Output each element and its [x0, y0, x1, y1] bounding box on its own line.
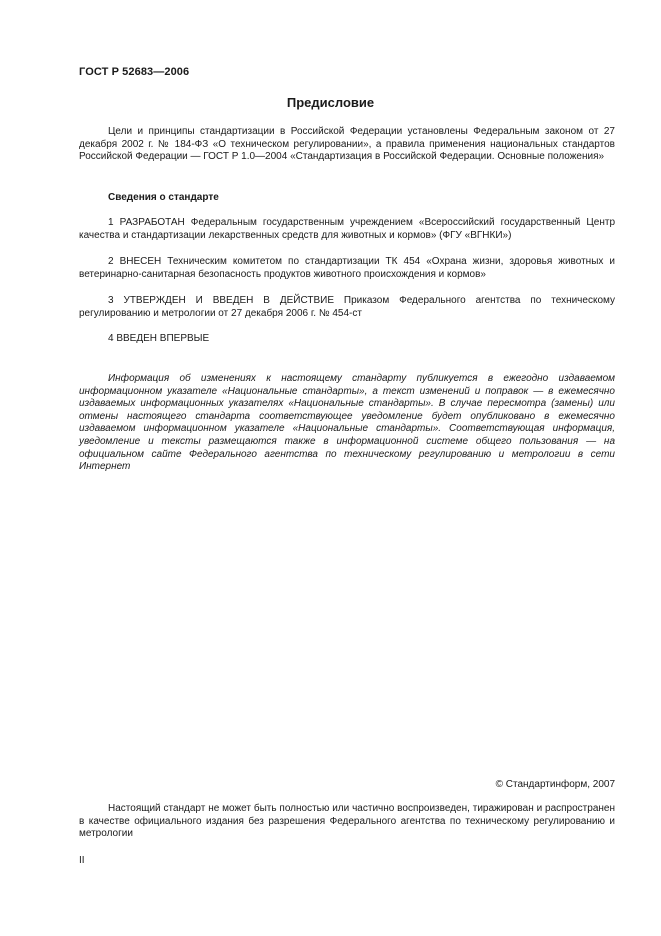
document-header-id: ГОСТ Р 52683—2006: [79, 66, 190, 78]
page-title: Предисловие: [286, 95, 375, 110]
reproduction-notice: Настоящий стандарт не может быть полностью или частично воспроизведен, тиражирован и распространен в качестве официального издания без разрешения Федерального агентства по техническому регулированию и метрологии: [79, 803, 615, 840]
info-note-paragraph: Информация об изменениях к настоящему стандарту публикуется в ежегодно издаваемом информационном указателе «Национальные стандарты», а текст изменений и поправок — в ежемесячно издаваемых информационных указателях «Национальные стандарты». В случае пересмотра (замены) или отмены настоящего стандарта соответствующее уведомление будет опубликовано в ежемесячно издаваемом информационном указателе «Национальные стандарты». Соответствующая информация, уведомление и тексты размещаются также в информационной системе общего пользования — на официальном сайте Федерального агентства по техническому регулированию и метрологии в сети Интернет: [79, 373, 615, 473]
copyright-notice: © Стандартинформ, 2007: [495, 779, 615, 790]
standard-item-first-introduced: 4 ВВЕДЕН ВПЕРВЫЕ: [108, 333, 210, 344]
intro-paragraph: Цели и принципы стандартизации в Российской Федерации установлены Федеральным законом от 27 декабря 2002 г. № 184-ФЗ «О техническом регулировании», а правила применения национальных стандартов Российской Федерации — ГОСТ Р 1.0—2004 «Стандартизация в Российской Федерации. Основные положения»: [79, 126, 615, 163]
standard-item-approved: 3 УТВЕРЖДЕН И ВВЕДЕН В ДЕЙСТВИЕ Приказом Федерального агентства по техническому регулированию и метрологии от 27 декабря 2006 г. № 454-ст: [79, 295, 615, 319]
section-heading: Сведения о стандарте: [108, 192, 219, 203]
page-number: II: [79, 855, 85, 866]
standard-item-submitted: 2 ВНЕСЕН Техническим комитетом по стандартизации ТК 454 «Охрана жизни, здоровья животных и ветеринарно-санитарная безопасность продуктов животного происхождения и кормов»: [79, 256, 615, 280]
standard-item-developed: 1 РАЗРАБОТАН Федеральным государственным учреждением «Всероссийский государственный Центр качества и стандартизации лекарственных средств для животных и кормов» (ФГУ «ВГНКИ»): [79, 217, 615, 241]
